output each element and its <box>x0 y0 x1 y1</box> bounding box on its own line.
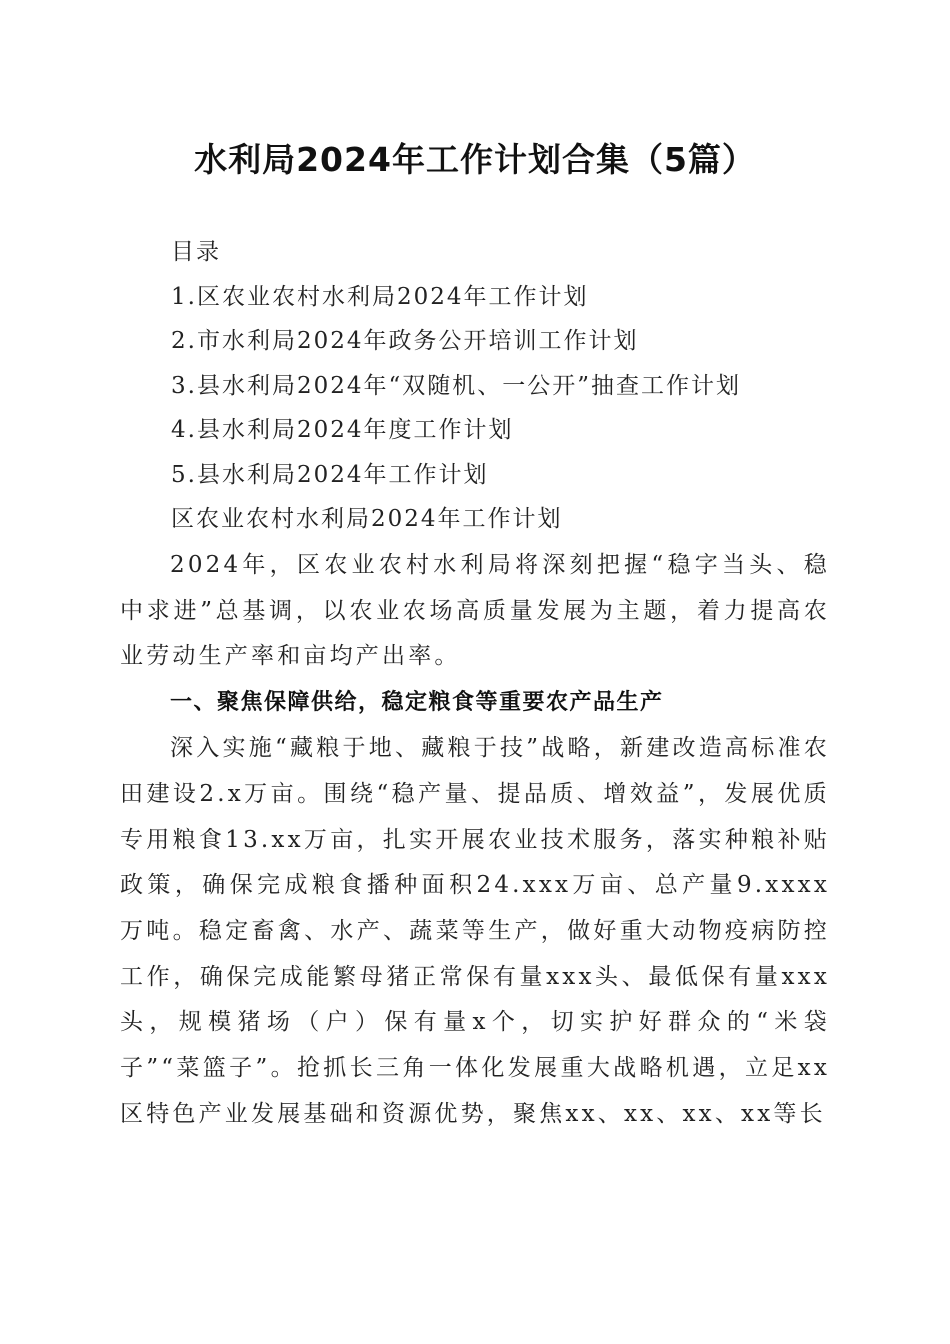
toc-heading: 目录 <box>171 239 221 265</box>
toc-item: 4.县水利局2024年度工作计划 <box>171 417 514 443</box>
toc-item: 2.市水利局2024年政务公开培训工作计划 <box>171 328 639 354</box>
article-title: 区农业农村水利局2024年工作计划 <box>171 506 563 532</box>
table-of-contents <box>171 230 871 542</box>
toc-item: 3.县水利局2024年“双随机、一公开”抽查工作计划 <box>171 372 741 399</box>
article-body <box>120 543 830 1137</box>
section-paragraph: 深入实施“藏粮于地、藏粮于技”战略，新建改造高标准农田建设2.x万亩。围绕“稳产量、提品质、增效益”，发展优质专用粮食13.xx万亩，扎实开展农业技术服务，落实种粮补贴政策，确保完成粮食播种面积24.xxx万亩、总产量9.xxxx万吨。稳定畜禽、水产、蔬菜等生产，做好重大动物疫病防控工作，确保完成能繁母猪正常保有量xxx头、最低保有量xxx头，规模猪场（户）保有量x个，切实护好群众的“米袋子”“菜篮子”。抢抓长三角一体化发展重大战略机遇，立足xx区特色产业发展基础和资源优势，聚焦xx、xx、xx、xx等长 <box>120 735 830 1127</box>
document-title: 水利局2024年工作计划合集（5篇） <box>194 140 756 179</box>
toc-item: 5.县水利局2024年工作计划 <box>171 461 489 488</box>
section-heading: 一、聚焦保障供给，稳定粮食等重要农产品生产 <box>170 690 664 716</box>
intro-paragraph: 2024年，区农业农村水利局将深刻把握“稳字当头、稳中求进”总基调，以农业农场高质量发展为主题，着力提高农业劳动生产率和亩均产出率。 <box>120 552 830 670</box>
toc-item: 1.区农业农村水利局2024年工作计划 <box>171 283 589 310</box>
